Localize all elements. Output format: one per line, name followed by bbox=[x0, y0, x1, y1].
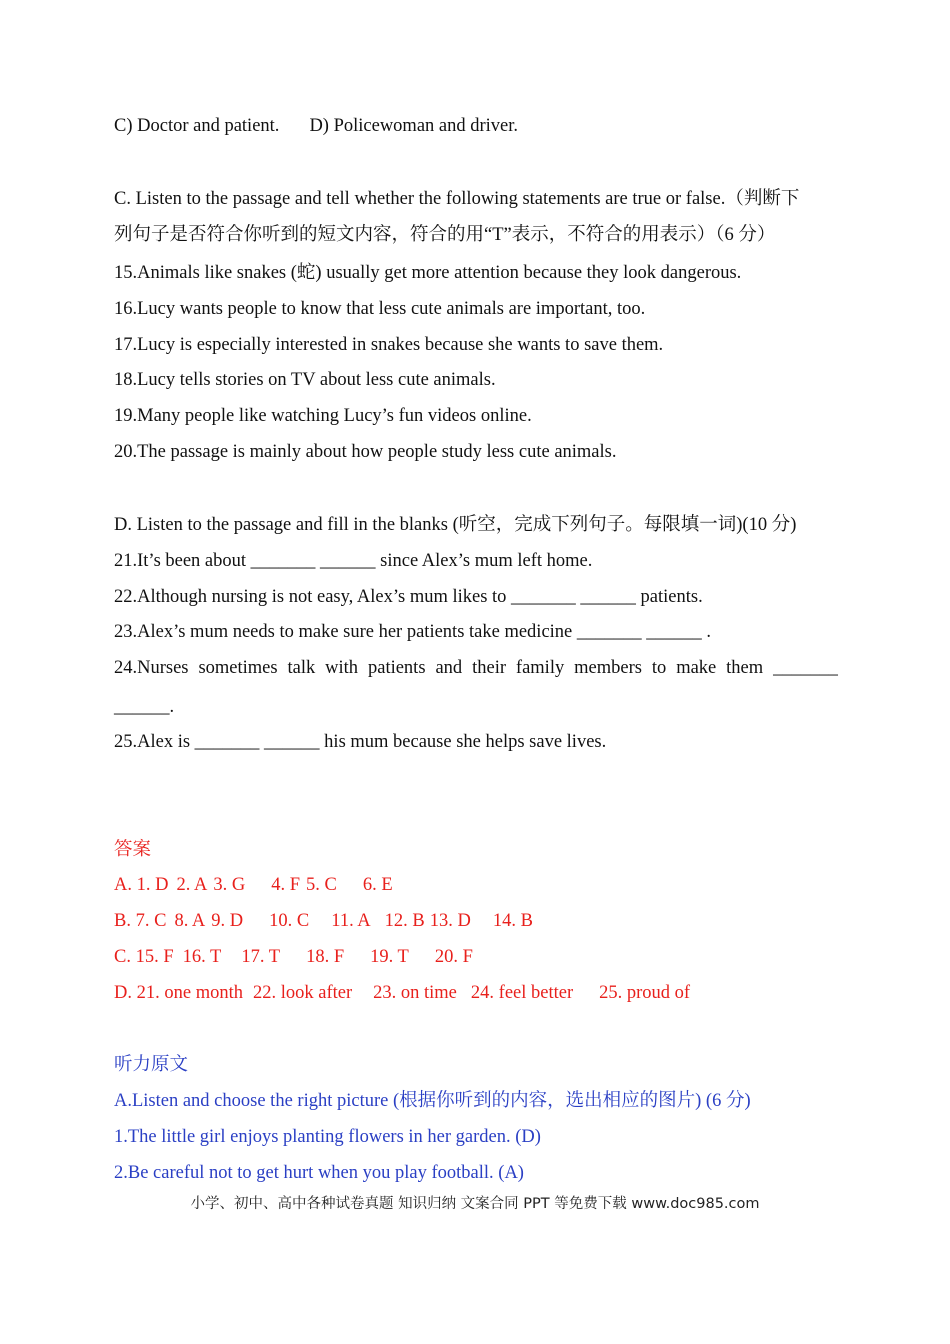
answers-row-d bbox=[114, 984, 690, 1003]
answer: 23. on time bbox=[373, 983, 457, 1003]
question-25: 25.Alex is _______ ______ his mum because she helps save lives. bbox=[114, 732, 607, 752]
question-24 bbox=[114, 659, 838, 678]
q24-word: make bbox=[676, 658, 717, 678]
answer: 13. D bbox=[429, 911, 471, 931]
answer: 17. T bbox=[241, 947, 281, 967]
answer: 8. A bbox=[174, 911, 206, 931]
option-c-text: C) Doctor and patient. bbox=[114, 116, 280, 136]
answer: 24. feel better bbox=[470, 983, 574, 1003]
answer: 5. C bbox=[306, 875, 337, 895]
question-15: 15.Animals like snakes (蛇) usually get more attention because they look dangerous. bbox=[114, 263, 742, 283]
question-23: 23.Alex’s mum needs to make sure her patients take medicine _______ ______ . bbox=[114, 622, 712, 642]
option-c bbox=[114, 117, 518, 136]
answer: C. 15. F bbox=[114, 947, 174, 967]
q24-word: sometimes bbox=[198, 658, 278, 678]
q24-word: talk bbox=[287, 658, 316, 678]
section-d-instruction: D. Listen to the passage and fill in the blanks (听空，完成下列句子。每限填一词)(10 分) bbox=[114, 515, 797, 535]
answer: 3. G bbox=[213, 875, 246, 895]
q24-word: to bbox=[651, 658, 667, 678]
answer: 22. look after bbox=[252, 983, 353, 1003]
answer: D. 21. one month bbox=[114, 983, 243, 1003]
answer: 6. E bbox=[362, 875, 393, 895]
question-16: 16.Lucy wants people to know that less cute animals are important, too. bbox=[114, 299, 646, 319]
answer: 11. A bbox=[331, 911, 371, 931]
q24-word: with bbox=[325, 658, 359, 678]
answers-row-c bbox=[114, 948, 473, 967]
transcript-line-1: 1.The little girl enjoys planting flowers in her garden. (D) bbox=[114, 1127, 541, 1147]
section-c-instruction-line2: 列句子是否符合你听到的短文内容，符合的用“T”表示，不符合的用表示）（6 分） bbox=[114, 225, 776, 245]
option-d-text: D) Policewoman and driver. bbox=[309, 116, 519, 136]
q24-word: family bbox=[515, 658, 565, 678]
question-20: 20.The passage is mainly about how people study less cute animals. bbox=[114, 442, 617, 462]
answer: 25. proud of bbox=[599, 983, 691, 1003]
question-19: 19.Many people like watching Lucy’s fun videos online. bbox=[114, 406, 532, 426]
q24-word: _______ bbox=[773, 658, 838, 678]
answer: A. 1. D bbox=[114, 875, 169, 895]
answer: 16. T bbox=[182, 947, 222, 967]
answer: 18. F bbox=[306, 947, 345, 967]
answer: 14. B bbox=[492, 911, 533, 931]
answer: 12. B bbox=[384, 911, 425, 931]
answer: 2. A bbox=[176, 875, 208, 895]
answers-row-a bbox=[114, 876, 393, 895]
section-c-instruction-line1: C. Listen to the passage and tell whether the following statements are true or false.（判断下 bbox=[114, 189, 800, 209]
q24-word: them bbox=[726, 658, 764, 678]
answer: 4. F bbox=[271, 875, 300, 895]
question-24-continued: ______. bbox=[114, 697, 175, 717]
question-17: 17.Lucy is especially interested in snakes because she wants to save them. bbox=[114, 335, 664, 355]
transcript-line-2: 2.Be careful not to get hurt when you play football. (A) bbox=[114, 1163, 524, 1183]
answer: 9. D bbox=[211, 911, 244, 931]
q24-word: members bbox=[574, 658, 642, 678]
footer-watermark-text: 小学、初中、高中各种试卷真题 知识归纳 文案合同 PPT 等免费下载 www.doc985.com bbox=[190, 1196, 760, 1212]
answer: 20. F bbox=[434, 947, 473, 967]
answers-title: 答案 bbox=[114, 840, 152, 860]
q24-word: and bbox=[435, 658, 463, 678]
q24-word: their bbox=[472, 658, 506, 678]
question-21: 21.It’s been about _______ ______ since Alex’s mum left home. bbox=[114, 551, 593, 571]
q24-word: patients bbox=[367, 658, 426, 678]
question-18: 18.Lucy tells stories on TV about less cute animals. bbox=[114, 370, 496, 390]
question-22: 22.Although nursing is not easy, Alex’s mum likes to _______ ______ patients. bbox=[114, 587, 703, 607]
answer: 19. T bbox=[370, 947, 409, 967]
transcript-title: 听力原文 bbox=[114, 1055, 189, 1075]
answer: 10. C bbox=[269, 911, 310, 931]
answers-row-b bbox=[114, 912, 533, 931]
answer: B. 7. C bbox=[114, 911, 167, 931]
transcript-section-a: A.Listen and choose the right picture (根据你听到的内容，选出相应的图片) (6 分) bbox=[114, 1091, 751, 1111]
q24-word: 24.Nurses bbox=[114, 658, 189, 678]
